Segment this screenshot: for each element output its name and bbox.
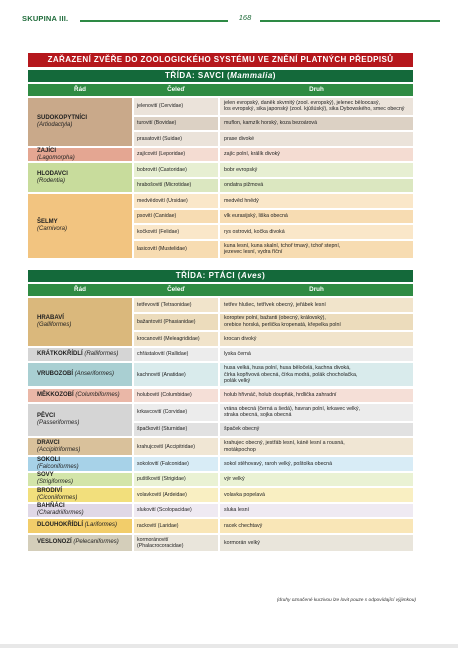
species-list: krahujec obecný, jestřáb lesní, káně lesní a rousná, motákpochop [224, 440, 345, 453]
species-cell [220, 519, 413, 533]
order-name: VESLONOZÍ [37, 539, 72, 546]
column-header: Čeleď [167, 86, 185, 93]
table-row [134, 132, 413, 146]
family-name: kormoránovití (Phalacrocoracidae) [137, 536, 184, 549]
family-cell [134, 457, 218, 471]
family-cell [134, 348, 218, 362]
order-name: DRAVCI [37, 439, 60, 446]
species-cell [220, 132, 413, 146]
order-latin: (Anseriformes) [74, 371, 115, 378]
order-text [37, 171, 68, 185]
table-row [134, 404, 413, 421]
family-name: volavkovití (Ardeidae) [137, 491, 187, 498]
order-name: BRODIVÍ [37, 487, 63, 494]
order-latin: (Artiodactyla) [37, 121, 73, 128]
species-list: tetřev hlušec, tetřívek obecný, jeřábek lesní [224, 301, 326, 308]
family-cell [134, 332, 218, 346]
order-latin: (Lagomorpha) [37, 154, 75, 161]
order-latin: (Accipitriformes) [37, 446, 81, 453]
table-row [134, 535, 413, 552]
class-title-suffix: ) [272, 71, 276, 80]
column-header: Řád [74, 86, 86, 93]
order-text [37, 539, 119, 546]
species-list: volavka popelavá [224, 491, 265, 498]
order-cell [28, 404, 132, 436]
order-cell [28, 98, 132, 146]
family-cell [134, 194, 218, 208]
family-name: puštíkovití (Strigidae) [137, 476, 186, 483]
order-name: VRUBOZOBÍ [37, 371, 73, 378]
species-list: ondatra pižmová [224, 182, 264, 189]
table-row [134, 179, 413, 193]
order-text [37, 457, 79, 471]
order-text [37, 351, 118, 358]
family-cell [134, 210, 218, 224]
class-title [28, 70, 413, 82]
species-cell [220, 210, 413, 224]
family-cell [134, 488, 218, 502]
table-row [134, 210, 413, 224]
family-cell [134, 363, 218, 386]
family-name: rackovití (Laridae) [137, 522, 179, 529]
order-text [37, 148, 75, 162]
species-list: sluka lesní [224, 507, 250, 514]
species-cell [220, 194, 413, 208]
table-row [134, 423, 413, 437]
species-cell [220, 163, 413, 177]
species-cell [220, 504, 413, 518]
order-name: MĚKKOZOBÍ [37, 391, 74, 398]
order-name: DLOUHOKŘÍDLÍ [37, 522, 83, 529]
family-name: špačkovití (Sturnidae) [137, 426, 188, 433]
order-text [37, 413, 79, 427]
family-name: psovití (Canidae) [137, 213, 177, 220]
table-row [134, 332, 413, 346]
order-cell [28, 438, 132, 455]
order-text [37, 488, 77, 502]
family-name: tetřevovití (Tetraonidae) [137, 301, 192, 308]
order-name: ŠELMY [37, 218, 58, 225]
species-cell [220, 438, 413, 455]
table-row [134, 504, 413, 518]
table-row [134, 389, 413, 403]
species-list: husa velká, husa polní, husa běločelá, kachna divoká, čírka kopřivová obecná, čírka modrá, polák chocholačka, polák velký [224, 365, 358, 385]
order-name: KRÁTKOKŘÍDLÍ [37, 351, 83, 358]
table-row [134, 488, 413, 502]
order-cell [28, 504, 132, 518]
species-list: medvěd hnědý [224, 197, 259, 204]
species-list: zajíc polní, králík divoký [224, 151, 280, 158]
order-cell [28, 457, 132, 471]
order-cell [28, 473, 132, 487]
species-list: lyska černá [224, 351, 251, 358]
column-header: Řád [74, 286, 86, 293]
order-group [28, 457, 413, 471]
order-group [28, 148, 413, 162]
order-group [28, 363, 413, 386]
order-group [28, 519, 413, 533]
class-title [28, 270, 413, 282]
family-name: krocanovití (Meleagrididae) [137, 335, 200, 342]
table-row [134, 314, 413, 331]
family-cell [134, 241, 218, 258]
class-title-prefix: TŘÍDA: PTÁCI ( [175, 271, 241, 280]
order-text [37, 315, 71, 329]
table-row [134, 241, 413, 258]
species-list: jelen evropský, daněk skvrnitý (zool. evropský), jelenec běloocasý, los evropský, sika japonský (zool. kjúšúský), sika Dybowského, smec obecný [224, 99, 405, 113]
order-latin: (Rodentia) [37, 177, 66, 184]
order-group [28, 348, 413, 362]
species-cell [220, 348, 413, 362]
family-name: bažantovití (Phasianidae) [137, 318, 196, 325]
class-title-prefix: TŘÍDA: SAVCI ( [165, 71, 231, 80]
header-rule-right [260, 20, 440, 22]
species-list: sokol stěhovavý, raroh velký, poštolka obecná [224, 460, 333, 467]
order-cell [28, 363, 132, 386]
table-row [134, 194, 413, 208]
order-latin: (Charadriiformes) [37, 510, 84, 517]
family-name: sokolovití (Falconidae) [137, 460, 189, 467]
table-row [134, 298, 413, 312]
column-header: Čeleď [167, 286, 185, 293]
table-header [28, 84, 413, 96]
order-name: BAHŇÁCI [37, 503, 65, 510]
family-cell [134, 404, 218, 421]
order-name: SUDOKOPYTNÍCI [37, 114, 88, 121]
order-cell [28, 298, 132, 346]
table-row [134, 148, 413, 162]
family-name: turovití (Bovidae) [137, 120, 177, 127]
order-group [28, 473, 413, 487]
family-name: holubovití (Columbidae) [137, 392, 192, 399]
order-name: PĚVCI [37, 413, 56, 420]
order-text [37, 522, 117, 529]
order-name: SOKOLI [37, 456, 61, 463]
order-cell [28, 194, 132, 257]
table-row [134, 363, 413, 386]
species-list: muflon, kamzík horský, koza bezoárová [224, 120, 318, 127]
order-cell [28, 488, 132, 502]
species-cell [220, 535, 413, 552]
order-text [37, 392, 120, 399]
order-name: SOVY [37, 472, 54, 479]
species-cell [220, 241, 413, 258]
order-cell [28, 519, 132, 533]
family-cell [134, 314, 218, 331]
class-title-latin: Mammalia [230, 71, 273, 80]
species-cell [220, 298, 413, 312]
order-text [37, 371, 114, 378]
species-list: holub hřivnáč, holub doupňák, hrdlička zahradní [224, 392, 337, 399]
column-header: Druh [309, 286, 324, 293]
table-row [134, 438, 413, 455]
species-cell [220, 423, 413, 437]
family-name: hrabošovití (Microtidae) [137, 182, 192, 189]
footnote: (druhy označené kurzivou lze lovit pouze s odpovídající výjimkou) [276, 598, 416, 603]
order-group [28, 194, 413, 257]
table-row [134, 457, 413, 471]
family-cell [134, 298, 218, 312]
family-cell [134, 225, 218, 239]
family-name: kočkovití (Felidae) [137, 228, 180, 235]
family-name: chřástalovití (Rallidae) [137, 351, 189, 358]
species-cell [220, 225, 413, 239]
species-cell [220, 488, 413, 502]
table-row [134, 519, 413, 533]
table-title: ZAŘAZENÍ ZVĚŘE DO ZOOLOGICKÉHO SYSTÉMU VE ZNĚNÍ PLATNÝCH PŘEDPISŮ [28, 53, 413, 67]
species-cell [220, 179, 413, 193]
species-cell [220, 363, 413, 386]
family-name: lasicovití (Mustelidae) [137, 246, 187, 253]
order-latin: (Galliformes) [37, 321, 72, 328]
table-row [134, 163, 413, 177]
species-list: bobr evropský [224, 166, 258, 173]
column-header: Druh [309, 86, 324, 93]
family-cell [134, 117, 218, 131]
order-group [28, 535, 413, 552]
order-latin: (Strigiformes) [37, 479, 74, 486]
order-group [28, 298, 413, 346]
family-name: krkavcovití (Corvidae) [137, 409, 188, 416]
order-group [28, 504, 413, 518]
family-cell [134, 504, 218, 518]
family-name: bobrovití (Castoridae) [137, 166, 187, 173]
order-latin: (Falconiformes) [37, 463, 79, 470]
family-name: prasatovití (Suidae) [137, 135, 182, 142]
family-name: krahujcovití (Accipitridae) [137, 443, 195, 450]
species-list: koroptev polní, bažanti (obecný, královský), orebice horská, perlička kropenatá, křepelka polní [224, 315, 341, 328]
table-row [134, 348, 413, 362]
species-list: prase divoké [224, 135, 255, 142]
order-name: HRABAVÍ [37, 314, 64, 321]
species-list: špaček obecný [224, 426, 260, 433]
order-latin: (Ralliformes) [84, 351, 119, 358]
order-group [28, 438, 413, 455]
order-latin: (Pelecaniformes) [73, 539, 119, 546]
species-list: kuna lesní, kuna skalní, tchoř tmavý, tchoř stepní, jezevec lesní, vydra říční [224, 242, 341, 256]
species-list: vrána obecná (černá a šedá), havran polní, krkavec velký, straka obecná, sojka obecná [224, 405, 361, 419]
table-row [134, 225, 413, 239]
order-cell [28, 148, 132, 162]
species-list: výr velký [224, 476, 245, 483]
family-cell [134, 423, 218, 437]
species-cell [220, 404, 413, 421]
header-rule-left [80, 20, 228, 22]
family-cell [134, 519, 218, 533]
species-cell [220, 98, 413, 115]
order-name: HLODAVCI [37, 170, 68, 177]
species-cell [220, 389, 413, 403]
species-list: krocan divoký [224, 335, 257, 342]
class-title-suffix: ) [262, 271, 266, 280]
order-latin: (Ciconiiformes) [37, 494, 78, 501]
section-label: SKUPINA III. [22, 14, 69, 23]
species-cell [220, 473, 413, 487]
order-text [37, 440, 80, 454]
class-title-latin: Aves [240, 271, 263, 280]
order-cell [28, 348, 132, 362]
species-list: racek chechtavý [224, 522, 263, 529]
table-row [134, 473, 413, 487]
family-name: zajícovití (Leporidae) [137, 151, 186, 158]
page-header [22, 12, 440, 26]
order-cell [28, 535, 132, 552]
order-group [28, 163, 413, 192]
page-bottom-rule [0, 644, 458, 648]
species-list: kormorán velký [224, 539, 260, 546]
order-latin: (Columbiformes) [75, 391, 120, 398]
family-cell [134, 535, 218, 552]
order-text [37, 219, 67, 233]
family-cell [134, 132, 218, 146]
order-text [37, 472, 73, 486]
family-cell [134, 98, 218, 115]
family-name: jelenovití (Cervidae) [137, 103, 184, 110]
table-row [134, 117, 413, 131]
order-group [28, 404, 413, 436]
family-name: slukovití (Scolopacidae) [137, 507, 192, 514]
order-latin: (Lariformes) [84, 522, 118, 529]
family-cell [134, 473, 218, 487]
table-header [28, 284, 413, 296]
order-name: ZAJÍCI [37, 147, 57, 154]
order-group [28, 98, 413, 146]
species-cell [220, 457, 413, 471]
family-cell [134, 389, 218, 403]
family-cell [134, 438, 218, 455]
order-latin: (Passeriformes) [37, 420, 80, 427]
species-cell [220, 117, 413, 131]
family-cell [134, 179, 218, 193]
family-cell [134, 148, 218, 162]
table-row [134, 98, 413, 115]
species-list: rys ostrovid, kočka divoká [224, 228, 285, 235]
order-text [37, 115, 87, 129]
species-list: vlk eurasijský, liška obecná [224, 213, 288, 220]
order-latin: (Carnivora) [37, 225, 68, 232]
order-cell [28, 163, 132, 192]
family-cell [134, 163, 218, 177]
species-cell [220, 148, 413, 162]
order-cell [28, 389, 132, 403]
family-name: kachnovití (Anatidae) [137, 371, 186, 378]
order-group [28, 488, 413, 502]
order-group [28, 389, 413, 403]
species-cell [220, 332, 413, 346]
order-text [37, 503, 84, 517]
species-cell [220, 314, 413, 331]
page-number: 168 [238, 13, 252, 22]
family-name: medvědovití (Ursidae) [137, 197, 188, 204]
